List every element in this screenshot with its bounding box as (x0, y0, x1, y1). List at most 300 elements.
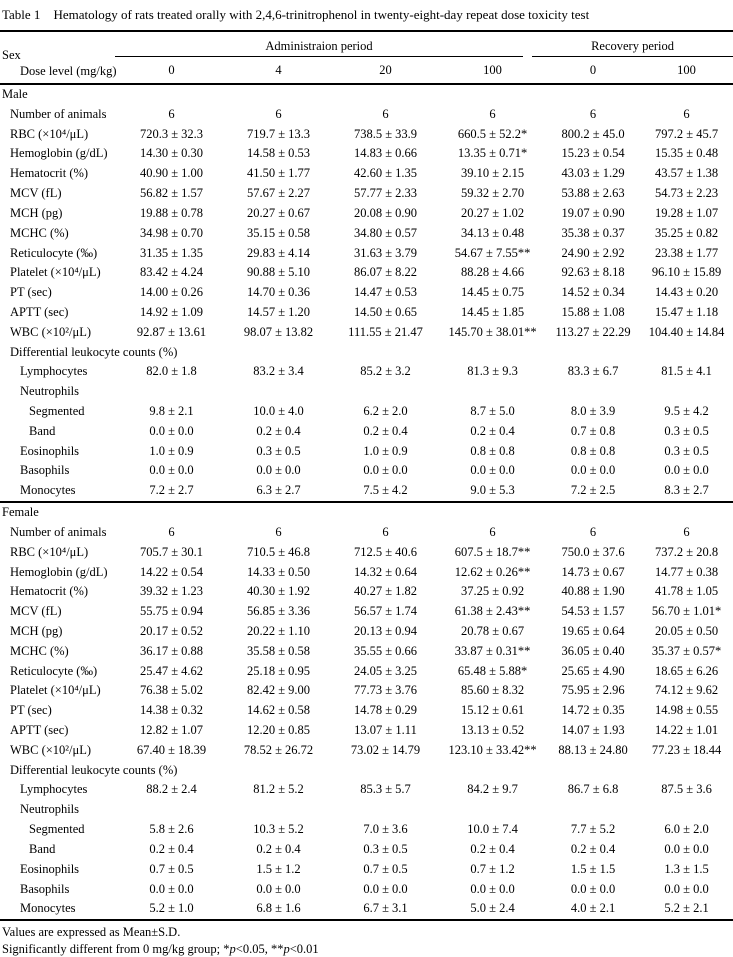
row-label: Basophils (20, 463, 70, 478)
section-header-row (0, 84, 733, 105)
table-body (0, 84, 733, 920)
value-cell: 14.50 ± 0.65 (353, 304, 418, 319)
value-cell: 0.7 ± 0.8 (570, 423, 616, 438)
value-cell: 81.3 ± 9.3 (467, 364, 518, 379)
value-cell: 20.27 ± 0.67 (246, 205, 311, 220)
value-cell: 73.02 ± 14.79 (350, 742, 421, 757)
value-cell: 720.3 ± 32.3 (139, 126, 204, 141)
value-cell: 54.73 ± 2.23 (654, 186, 719, 201)
value-cell: 0.0 ± 0.0 (363, 463, 408, 478)
recovery-period-cell (546, 31, 733, 57)
value-cell: 14.58 ± 0.53 (246, 146, 311, 161)
value-cell: 0.0 ± 0.0 (470, 463, 515, 478)
dose-level-label: Dose level (mg/kg) (20, 64, 117, 78)
value-cell: 6.3 ± 2.7 (256, 483, 301, 498)
value-cell: 67.40 ± 18.39 (136, 742, 207, 757)
value-cell: 40.90 ± 1.00 (139, 166, 204, 181)
table-row (0, 662, 733, 682)
value-cell: 660.5 ± 52.2* (457, 126, 528, 141)
recovery-period-header: Recovery period (532, 39, 733, 57)
value-cell: 0.3 ± 0.5 (363, 841, 408, 856)
value-cell: 14.73 ± 0.67 (561, 564, 625, 579)
value-cell: 6 (168, 106, 175, 121)
value-cell: 37.25 ± 0.92 (460, 584, 525, 599)
value-cell: 76.38 ± 5.02 (139, 683, 204, 698)
dose-value: 100 (483, 62, 502, 77)
value-cell: 86.07 ± 8.22 (353, 265, 418, 280)
value-cell: 607.5 ± 18.7** (454, 544, 531, 559)
value-cell: 0.2 ± 0.4 (470, 423, 515, 438)
row-label: Reticulocyte (‰) (10, 663, 98, 678)
table-row (0, 880, 733, 900)
table-row (0, 442, 733, 462)
footnote-significance (2, 941, 733, 957)
row-label: PT (sec) (10, 285, 52, 300)
table-row (0, 860, 733, 880)
value-cell: 14.30 ± 0.30 (139, 146, 204, 161)
value-cell: 0.0 ± 0.0 (256, 881, 301, 896)
value-cell: 20.13 ± 0.94 (353, 623, 418, 638)
value-cell: 61.38 ± 2.43** (454, 604, 531, 619)
value-cell: 6.8 ± 1.6 (256, 901, 301, 916)
value-cell: 5.2 ± 1.0 (149, 901, 194, 916)
value-cell: 77.23 ± 18.44 (651, 742, 722, 757)
row-label: Hemoglobin (g/dL) (10, 146, 108, 161)
table-row (0, 184, 733, 204)
dose-value: 100 (677, 62, 696, 77)
section-label: Female (0, 502, 733, 523)
value-cell: 6 (168, 524, 175, 539)
value-cell: 29.83 ± 4.14 (246, 245, 311, 260)
table-row (0, 283, 733, 303)
value-cell: 14.38 ± 0.32 (139, 703, 204, 718)
value-cell: 41.50 ± 1.77 (246, 166, 311, 181)
table-row (0, 244, 733, 264)
footnote-text: Significantly different from 0 mg/kg group; * (2, 941, 230, 956)
row-label: Platelet (×10⁴/μL) (10, 683, 101, 698)
value-cell: 19.28 ± 1.07 (654, 205, 719, 220)
value-cell: 0.3 ± 0.5 (256, 443, 301, 458)
value-cell: 14.92 ± 1.09 (139, 304, 204, 319)
value-cell: 104.40 ± 14.84 (648, 324, 725, 339)
row-label: Eosinophils (20, 443, 80, 458)
table-row (0, 622, 733, 642)
value-cell: 33.87 ± 0.31** (454, 643, 531, 658)
table-row (0, 105, 733, 125)
value-cell: 31.63 ± 3.79 (353, 245, 418, 260)
value-cell: 1.0 ± 0.9 (149, 443, 194, 458)
value-cell: 14.45 ± 1.85 (460, 304, 525, 319)
value-cell: 20.22 ± 1.10 (246, 623, 311, 638)
value-cell: 6.0 ± 2.0 (664, 822, 709, 837)
value-cell: 14.83 ± 0.66 (353, 146, 418, 161)
table-row (0, 422, 733, 442)
value-cell: 77.73 ± 3.76 (353, 683, 418, 698)
value-cell: 719.7 ± 13.3 (246, 126, 311, 141)
row-label: Monocytes (20, 901, 76, 916)
row-label: Number of animals (10, 106, 107, 121)
value-cell: 85.3 ± 5.7 (360, 782, 411, 797)
value-cell: 1.5 ± 1.5 (570, 861, 616, 876)
value-cell: 14.98 ± 0.55 (654, 703, 719, 718)
row-label: Number of animals (10, 524, 107, 539)
table-row (0, 840, 733, 860)
value-cell: 14.22 ± 1.01 (654, 723, 719, 737)
value-cell: 7.5 ± 4.2 (363, 483, 408, 498)
value-cell: 0.3 ± 0.5 (664, 423, 709, 438)
row-label: MCV (fL) (10, 186, 62, 201)
value-cell: 31.35 ± 1.35 (139, 245, 204, 260)
table-row (0, 461, 733, 481)
value-cell: 74.12 ± 9.62 (654, 683, 719, 698)
value-cell: 15.47 ± 1.18 (654, 304, 719, 319)
table-row (0, 382, 733, 402)
row-label: Neutrophils (20, 384, 80, 399)
value-cell: 14.78 ± 0.29 (353, 703, 418, 718)
value-cell: 14.45 ± 0.75 (460, 285, 525, 300)
value-cell: 0.0 ± 0.0 (149, 463, 194, 478)
value-cell: 13.13 ± 0.52 (460, 723, 525, 737)
table-row (0, 741, 733, 761)
row-label: WBC (×10²/μL) (10, 324, 92, 339)
footnote-text: <0.01 (289, 941, 319, 956)
dose-value: 0 (168, 62, 175, 77)
value-cell: 12.20 ± 0.85 (246, 723, 311, 737)
value-cell: 57.77 ± 2.33 (353, 186, 418, 201)
value-cell: 35.58 ± 0.58 (246, 643, 311, 658)
sex-dose-header-cell (0, 31, 118, 84)
value-cell: 0.0 ± 0.0 (470, 881, 515, 896)
table-row (0, 602, 733, 622)
value-cell: 15.35 ± 0.48 (654, 146, 719, 161)
value-cell: 56.85 ± 3.36 (246, 604, 311, 619)
value-cell: 7.7 ± 5.2 (570, 822, 616, 837)
value-cell: 75.95 ± 2.96 (561, 683, 625, 698)
value-cell: 14.77 ± 0.38 (654, 564, 719, 579)
dose-value: 0 (589, 62, 597, 77)
value-cell: 56.82 ± 1.57 (139, 186, 204, 201)
value-cell: 14.47 ± 0.53 (353, 285, 418, 300)
value-cell: 96.10 ± 15.89 (651, 265, 722, 280)
value-cell: 24.90 ± 2.92 (561, 245, 625, 260)
table-row (0, 800, 733, 820)
footnote-p-symbol: p (283, 941, 290, 956)
value-cell: 123.10 ± 33.42** (448, 742, 537, 757)
value-cell: 0.0 ± 0.0 (664, 841, 709, 856)
table-number-label: Table 1 (2, 7, 41, 22)
value-cell: 83.3 ± 6.7 (567, 364, 619, 379)
value-cell: 0.3 ± 0.5 (664, 443, 709, 458)
value-cell: 14.70 ± 0.36 (246, 285, 311, 300)
value-cell: 8.0 ± 3.9 (570, 404, 616, 418)
table-row (0, 263, 733, 283)
value-cell: 6 (589, 106, 597, 121)
row-label: PT (sec) (10, 703, 52, 718)
value-cell: 6 (275, 106, 282, 121)
row-label: Hemoglobin (g/dL) (10, 564, 108, 579)
value-cell: 5.2 ± 2.1 (664, 901, 709, 916)
administration-period-cell (118, 31, 546, 57)
table-row (0, 144, 733, 164)
table-row (0, 323, 733, 343)
value-cell: 0.0 ± 0.0 (664, 881, 709, 896)
value-cell: 20.17 ± 0.52 (139, 623, 204, 638)
value-cell: 14.00 ± 0.26 (139, 285, 204, 300)
value-cell: 57.67 ± 2.27 (246, 186, 311, 201)
value-cell: 6 (683, 106, 690, 121)
value-cell: 54.67 ± 7.55** (454, 245, 531, 260)
value-cell: 9.8 ± 2.1 (149, 404, 194, 418)
value-cell: 0.0 ± 0.0 (570, 881, 616, 896)
value-cell: 145.70 ± 38.01** (448, 324, 537, 339)
value-cell: 42.60 ± 1.35 (353, 166, 418, 181)
value-cell: 0.7 ± 1.2 (470, 861, 515, 876)
footnote-p-symbol: p (229, 941, 236, 956)
value-cell: 35.15 ± 0.58 (246, 225, 311, 240)
value-cell: 12.62 ± 0.26** (454, 564, 531, 579)
value-cell: 88.2 ± 2.4 (146, 782, 197, 797)
value-cell: 85.60 ± 8.32 (460, 683, 525, 698)
administration-period-header: Administraion period (115, 39, 523, 57)
value-cell: 705.7 ± 30.1 (139, 544, 204, 559)
value-cell: 10.0 ± 4.0 (253, 404, 304, 418)
value-cell: 86.7 ± 6.8 (567, 782, 619, 797)
row-label: MCHC (%) (10, 225, 69, 240)
row-label: Platelet (×10⁴/μL) (10, 265, 101, 280)
table-row (0, 681, 733, 701)
value-cell: 56.70 ± 1.01* (651, 604, 722, 619)
value-cell: 111.55 ± 21.47 (348, 324, 423, 339)
value-cell: 25.65 ± 4.90 (561, 663, 625, 678)
value-cell: 59.32 ± 2.70 (460, 186, 525, 201)
value-cell: 0.2 ± 0.4 (363, 423, 408, 438)
value-cell: 4.0 ± 2.1 (570, 901, 616, 916)
value-cell: 0.2 ± 0.4 (256, 841, 301, 856)
value-cell: 0.0 ± 0.0 (149, 881, 194, 896)
table-row (0, 701, 733, 721)
value-cell: 0.7 ± 0.5 (363, 861, 408, 876)
value-cell: 35.55 ± 0.66 (353, 643, 418, 658)
row-label: Band (29, 841, 56, 856)
value-cell: 20.27 ± 1.02 (460, 205, 525, 220)
table-row (0, 204, 733, 224)
value-cell: 7.0 ± 3.6 (363, 822, 408, 837)
footnote-text: <0.05, ** (235, 941, 284, 956)
value-cell: 25.47 ± 4.62 (139, 663, 204, 678)
row-label: MCHC (%) (10, 643, 69, 658)
table-row (0, 642, 733, 662)
table-row (0, 582, 733, 602)
table-row (0, 761, 733, 781)
row-label: RBC (×10⁴/μL) (10, 544, 89, 559)
table-row (0, 362, 733, 382)
table-row (0, 721, 733, 741)
value-cell: 1.3 ± 1.5 (664, 861, 709, 876)
row-label: Differential leukocyte counts (%) (10, 762, 178, 777)
table-row (0, 125, 733, 145)
value-cell: 0.2 ± 0.4 (470, 841, 515, 856)
value-cell: 35.25 ± 0.82 (654, 225, 719, 240)
row-label: APTT (sec) (10, 304, 69, 319)
value-cell: 81.5 ± 4.1 (661, 364, 712, 379)
table-row (0, 899, 733, 920)
value-cell: 6 (589, 524, 597, 539)
value-cell: 92.87 ± 13.61 (136, 324, 207, 339)
value-cell: 83.2 ± 3.4 (253, 364, 304, 379)
row-label: Band (29, 423, 56, 438)
dose-value: 4 (275, 62, 282, 77)
value-cell: 6 (683, 524, 690, 539)
value-cell: 6 (382, 106, 389, 121)
table-caption: Hematology of rats treated orally with 2,4,6-trinitrophenol in twenty-eight-day repeat dose toxicity test (53, 7, 590, 22)
value-cell: 14.33 ± 0.50 (246, 564, 311, 579)
table-row (0, 820, 733, 840)
value-cell: 88.28 ± 4.66 (460, 265, 525, 280)
value-cell: 90.88 ± 5.10 (246, 265, 311, 280)
row-label: Segmented (29, 822, 85, 837)
value-cell: 6.7 ± 3.1 (363, 901, 408, 916)
row-label: Lymphocytes (20, 364, 88, 379)
value-cell: 34.98 ± 0.70 (139, 225, 204, 240)
value-cell: 8.3 ± 2.7 (664, 483, 709, 498)
row-label: Hematocrit (%) (10, 166, 89, 181)
value-cell: 0.2 ± 0.4 (149, 841, 194, 856)
dose-value: 20 (379, 62, 392, 77)
value-cell: 14.43 ± 0.20 (654, 285, 719, 300)
value-cell: 40.88 ± 1.90 (561, 584, 625, 599)
value-cell: 82.0 ± 1.8 (146, 364, 197, 379)
value-cell: 15.12 ± 0.61 (460, 703, 525, 718)
value-cell: 0.0 ± 0.0 (664, 463, 709, 478)
value-cell: 92.63 ± 8.18 (561, 265, 625, 280)
value-cell: 750.0 ± 37.6 (561, 544, 625, 559)
value-cell: 20.05 ± 0.50 (654, 623, 719, 638)
row-label: Hematocrit (%) (10, 584, 89, 599)
value-cell: 24.05 ± 3.25 (353, 663, 418, 678)
value-cell: 20.78 ± 0.67 (460, 623, 525, 638)
value-cell: 10.0 ± 7.4 (467, 822, 518, 837)
value-cell: 0.2 ± 0.4 (570, 841, 616, 856)
value-cell: 712.5 ± 40.6 (353, 544, 418, 559)
value-cell: 13.07 ± 1.11 (354, 723, 417, 737)
value-cell: 40.27 ± 1.82 (353, 584, 418, 599)
value-cell: 15.88 ± 1.08 (561, 304, 625, 319)
value-cell: 797.2 ± 45.7 (654, 126, 719, 141)
row-label: Monocytes (20, 483, 76, 498)
value-cell: 34.80 ± 0.57 (353, 225, 418, 240)
table-row (0, 780, 733, 800)
value-cell: 0.2 ± 0.4 (256, 423, 301, 438)
row-label: Lymphocytes (20, 782, 88, 797)
row-label: MCH (pg) (10, 623, 63, 638)
value-cell: 19.07 ± 0.90 (561, 205, 625, 220)
group-header-row (0, 31, 733, 57)
value-cell: 19.65 ± 0.64 (561, 623, 625, 638)
value-cell: 34.13 ± 0.48 (460, 225, 525, 240)
value-cell: 87.5 ± 3.6 (661, 782, 712, 797)
value-cell: 39.10 ± 2.15 (460, 166, 525, 181)
value-cell: 6 (275, 524, 282, 539)
value-cell: 0.8 ± 0.8 (470, 443, 515, 458)
value-cell: 5.8 ± 2.6 (149, 822, 194, 837)
footnote-mean-sd: Values are expressed as Mean±S.D. (2, 925, 181, 940)
value-cell: 7.2 ± 2.7 (149, 483, 194, 498)
value-cell: 25.18 ± 0.95 (246, 663, 311, 678)
value-cell: 35.37 ± 0.57* (651, 643, 722, 658)
value-cell: 9.5 ± 4.2 (664, 404, 709, 418)
value-cell: 0.0 ± 0.0 (149, 423, 194, 438)
table-row (0, 303, 733, 323)
table-row (0, 481, 733, 502)
row-label: MCV (fL) (10, 604, 62, 619)
row-label: WBC (×10²/μL) (10, 742, 92, 757)
table-row (0, 563, 733, 583)
value-cell: 10.3 ± 5.2 (253, 822, 304, 837)
section-header-row (0, 502, 733, 523)
value-cell: 98.07 ± 13.82 (243, 324, 314, 339)
table-row (0, 164, 733, 184)
value-cell: 738.5 ± 33.9 (353, 126, 418, 141)
value-cell: 6 (489, 524, 496, 539)
value-cell: 8.7 ± 5.0 (470, 404, 515, 418)
value-cell: 19.88 ± 0.78 (139, 205, 204, 220)
value-cell: 56.57 ± 1.74 (353, 604, 418, 619)
value-cell: 0.0 ± 0.0 (570, 463, 616, 478)
table-title (0, 0, 733, 30)
value-cell: 41.78 ± 1.05 (654, 584, 719, 599)
table-row (0, 343, 733, 363)
value-cell: 85.2 ± 3.2 (360, 364, 411, 379)
value-cell: 14.22 ± 0.54 (139, 564, 204, 579)
value-cell: 6.2 ± 2.0 (363, 404, 408, 418)
value-cell: 65.48 ± 5.88* (457, 663, 528, 678)
table-row (0, 224, 733, 244)
value-cell: 15.23 ± 0.54 (561, 146, 625, 161)
value-cell: 1.5 ± 1.2 (256, 861, 301, 876)
value-cell: 800.2 ± 45.0 (561, 126, 625, 141)
value-cell: 1.0 ± 0.9 (363, 443, 408, 458)
row-label: Neutrophils (20, 802, 80, 817)
row-label: Segmented (29, 404, 85, 418)
row-label: Eosinophils (20, 861, 80, 876)
row-label: Basophils (20, 881, 70, 896)
value-cell: 88.13 ± 24.80 (558, 742, 628, 757)
value-cell: 39.32 ± 1.23 (139, 584, 204, 599)
value-cell: 6 (489, 106, 496, 121)
value-cell: 36.05 ± 0.40 (561, 643, 625, 658)
value-cell: 113.27 ± 22.29 (555, 324, 631, 339)
value-cell: 14.57 ± 1.20 (246, 304, 311, 319)
value-cell: 13.35 ± 0.71* (457, 146, 528, 161)
table-row (0, 523, 733, 543)
value-cell: 14.62 ± 0.58 (246, 703, 311, 718)
table-row (0, 402, 733, 422)
table-footnotes (0, 921, 733, 957)
value-cell: 14.32 ± 0.64 (353, 564, 418, 579)
value-cell: 43.03 ± 1.29 (561, 166, 625, 181)
hematology-table (0, 30, 733, 921)
value-cell: 81.2 ± 5.2 (253, 782, 304, 797)
sex-label: Sex (2, 48, 21, 62)
row-label: APTT (sec) (10, 723, 69, 737)
value-cell: 0.0 ± 0.0 (256, 463, 301, 478)
value-cell: 83.42 ± 4.24 (139, 265, 204, 280)
section-label: Male (2, 87, 28, 101)
value-cell: 20.08 ± 0.90 (353, 205, 418, 220)
value-cell: 54.53 ± 1.57 (561, 604, 625, 619)
value-cell: 23.38 ± 1.77 (654, 245, 719, 260)
value-cell: 43.57 ± 1.38 (654, 166, 719, 181)
